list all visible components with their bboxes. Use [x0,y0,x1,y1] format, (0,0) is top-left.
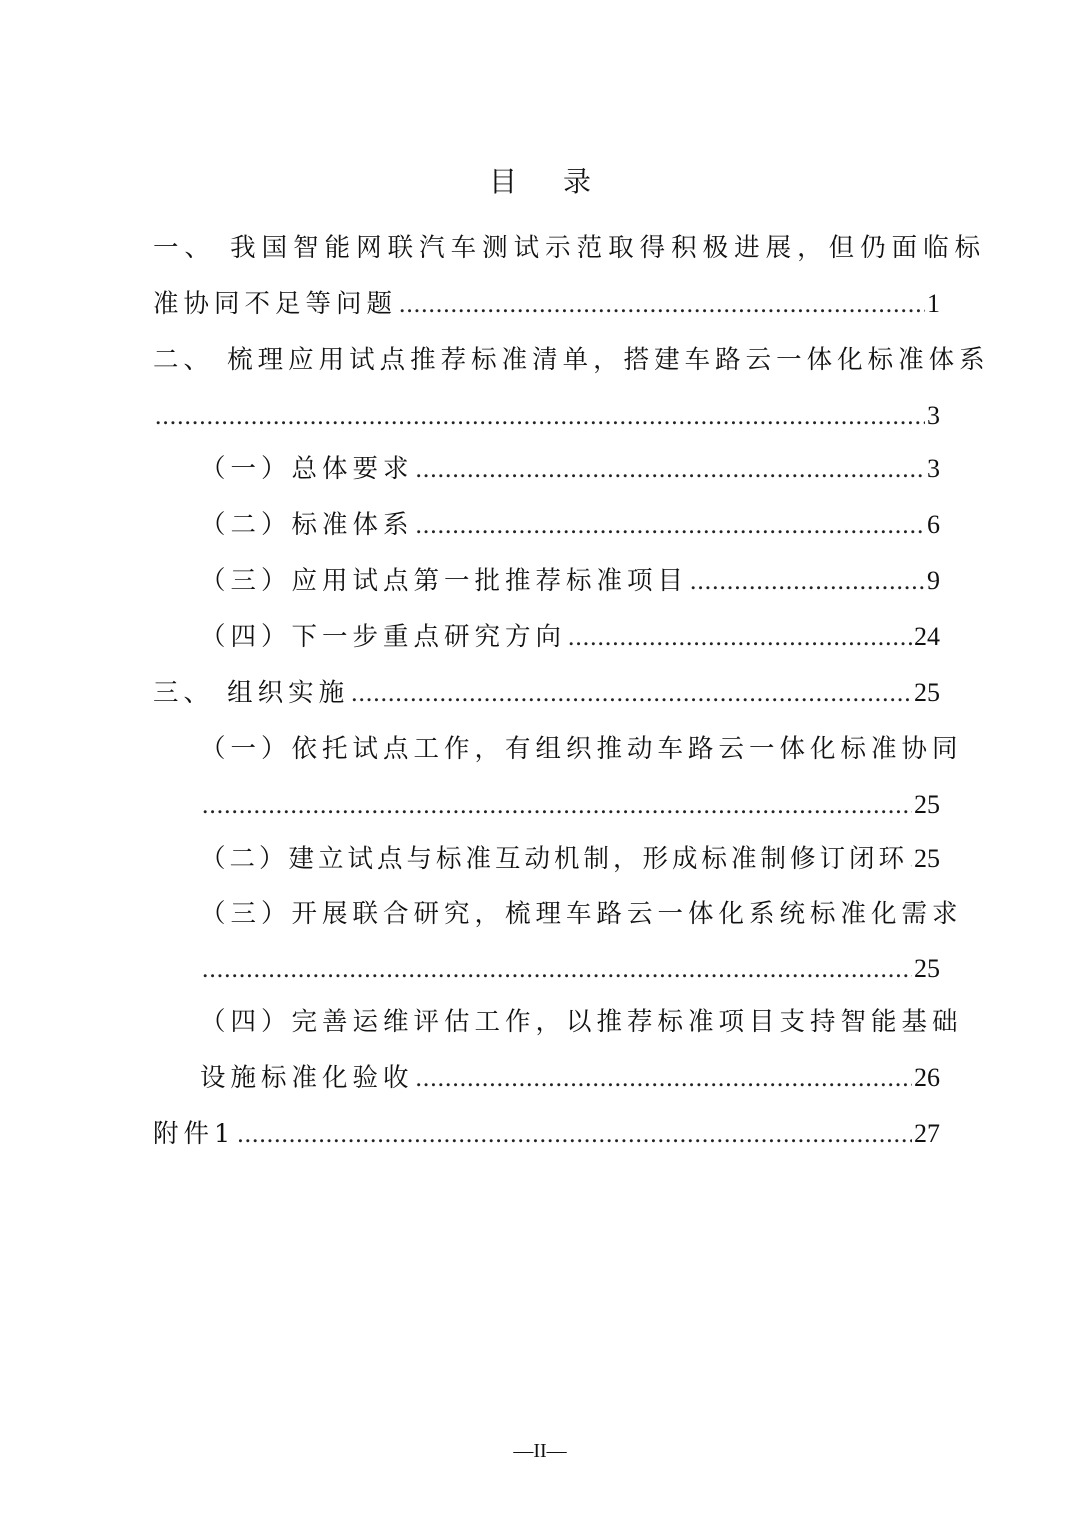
toc-entry-10[interactable] [200,949,940,989]
dot-leader [399,284,925,324]
toc-page-number: 25 [914,844,940,873]
toc-entry-text: （四）下一步重点研究方向 [200,622,567,652]
toc-entry-text: 附件1 [153,1119,236,1149]
toc-entry-text: （二）建立试点与标准互动机制，形成标准制修订闭环 [200,844,909,874]
toc-entry-11[interactable] [200,1058,940,1098]
toc-entry-text: 准协同不足等问题 [153,289,398,319]
toc-entry-1[interactable] [153,284,940,324]
toc-entry-4[interactable] [200,505,940,545]
toc-title-char-1: 目 [488,165,517,198]
dot-leader [351,673,912,713]
toc-entry-text: （一）总体要求 [200,454,414,484]
page-footer-number: —II— [513,1440,567,1462]
toc-entry-2[interactable] [153,396,940,436]
dot-leader [202,949,912,989]
toc-entry-2-line1: 二、 梳理应用试点推荐标准清单，搭建车路云一体化标准体系 [153,345,990,375]
toc-entry-text: 设施标准化验收 [200,1063,414,1093]
toc-page-number: 6 [927,510,940,539]
toc-page-number: 24 [914,622,940,651]
toc-page-number: 25 [914,790,940,819]
toc-entry-11-line1: （四）完善运维评估工作，以推荐标准项目支持智能基础 [200,1007,963,1037]
toc-entry-text: 三、 组织实施 [153,678,350,708]
dot-leader [690,561,925,601]
toc-title [0,160,1080,200]
toc-page-number: 26 [914,1063,940,1092]
toc-page-number: 25 [914,678,940,707]
dot-leader [416,449,925,489]
toc-page-number: 1 [927,289,940,318]
toc-entry-10-line1: （三）开展联合研究，梳理车路云一体化系统标准化需求 [200,899,963,929]
toc-page-number: 9 [927,566,940,595]
toc-entry-8-line1: （一）依托试点工作，有组织推动车路云一体化标准协同 [200,734,963,764]
dot-leader [416,505,925,545]
dot-leader [910,839,912,879]
toc-entry-12[interactable] [153,1114,940,1154]
toc-page-number: 3 [927,454,940,483]
toc-entry-3[interactable] [200,449,940,489]
dot-leader [155,396,925,436]
toc-title-char-2: 录 [563,165,592,198]
dot-leader [237,1114,912,1154]
toc-entry-8[interactable] [200,785,940,825]
dot-leader [416,1058,912,1098]
toc-page-number: 27 [914,1119,940,1148]
dot-leader [202,785,912,825]
toc-entry-text: （三）应用试点第一批推荐标准项目 [200,566,689,596]
toc-entry-9[interactable] [200,839,940,879]
dot-leader [568,617,912,657]
toc-entry-5[interactable] [200,561,940,601]
toc-entry-7[interactable] [153,673,940,713]
toc-entry-1-line1: 一、 我国智能网联汽车测试示范取得积极进展，但仍面临标 [153,233,987,263]
toc-page-number: 25 [914,954,940,983]
toc-entry-text: （二）标准体系 [200,510,414,540]
toc-entry-6[interactable] [200,617,940,657]
toc-page-number: 3 [927,401,940,430]
